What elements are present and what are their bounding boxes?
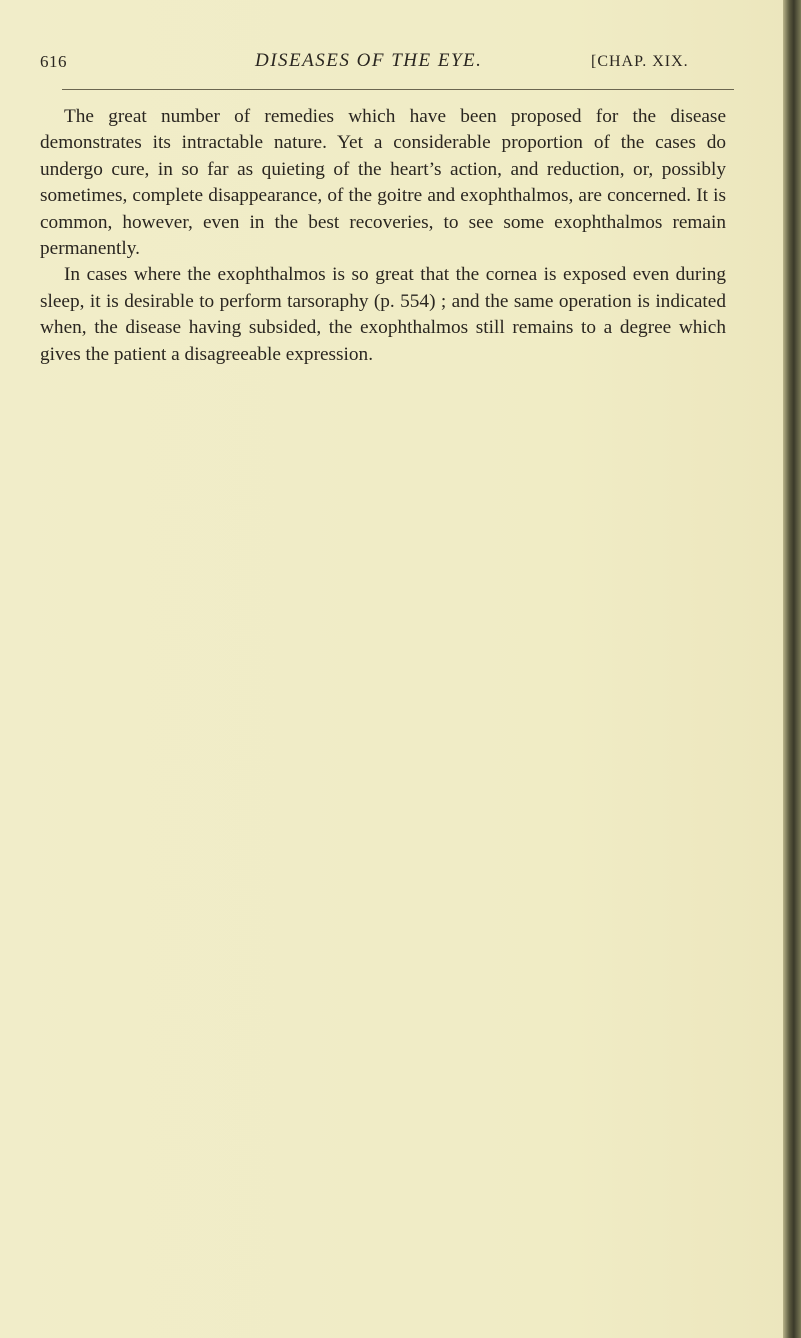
- body-text: [40, 104, 726, 368]
- chapter-reference: [CHAP. XIX.: [591, 53, 689, 70]
- paragraph-remedies: The great number of remedies which have been proposed for the disease demonstrates its intractable nature. Yet a considerable proportion of the cases do undergo cure, in so far as quieting of the heart’s action, and reduction, or, possibly sometimes, complete disappearance, of the goitre and exophthalmos, are concerned. It is common, however, even in the best recoveries, to see some exophthalmos remain permanently.: [40, 106, 726, 260]
- header-rule: [62, 89, 734, 90]
- page-header: [40, 52, 740, 82]
- page-number: 616: [40, 52, 67, 71]
- paragraph-tarsoraphy: In cases where the exophthalmos is so great that the cornea is exposed even during sleep, it is desirable to perform tarsoraphy (p. 554) ; and the same operation is indicated when, the disease having subsided, the exophthalmos still remains to a degree which gives the patient a disagreeable expression.: [40, 264, 726, 365]
- book-binding-edge: [783, 0, 801, 1338]
- running-title: DISEASES OF THE EYE.: [255, 50, 483, 71]
